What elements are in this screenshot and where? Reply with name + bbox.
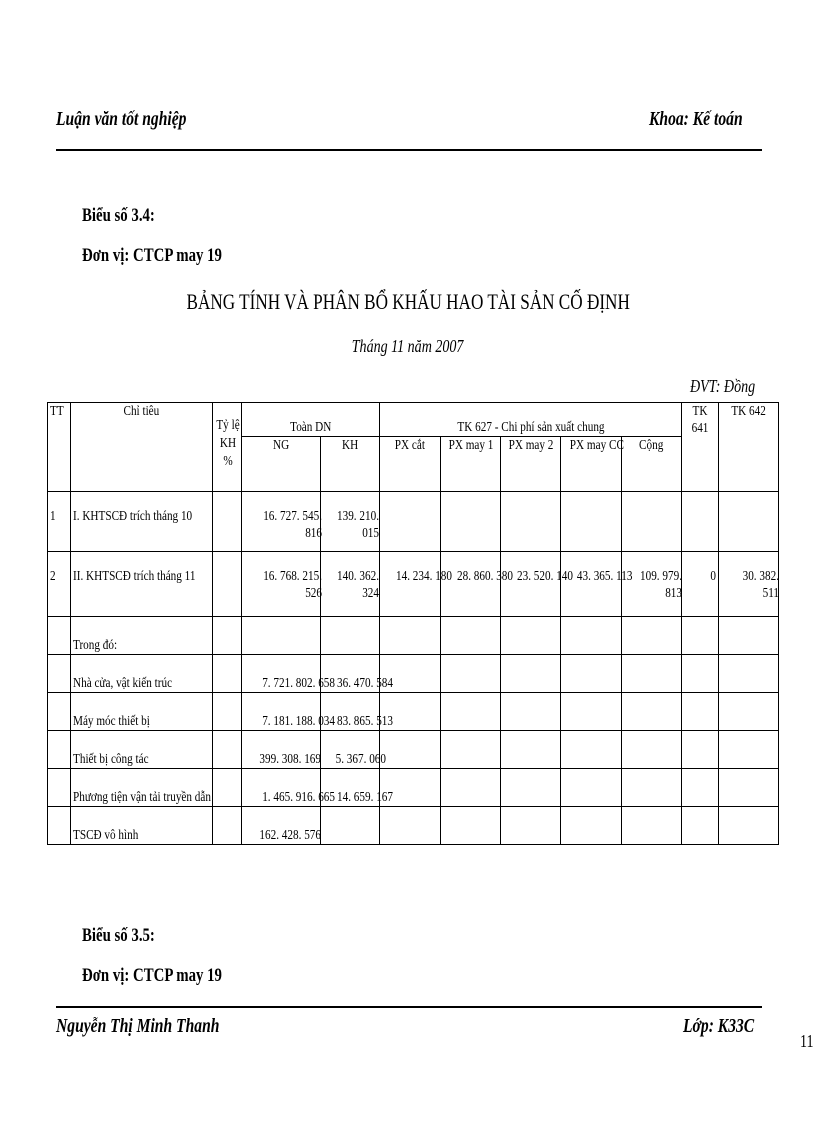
header-px-maycc: PX may CC [561, 437, 622, 492]
footer-left: Nguyễn Thị Minh Thanh [56, 1015, 220, 1037]
header-tt: TT [48, 403, 71, 492]
cell-px-may1 [441, 807, 501, 845]
cell-ng: 16. 727. 545. 816 [242, 492, 321, 552]
table-header-row-1 [48, 403, 779, 437]
cell-ng [242, 617, 321, 655]
cell-tk641 [682, 693, 719, 731]
cell-px-may1 [441, 731, 501, 769]
cell-tk642 [719, 492, 779, 552]
cell-cong [622, 492, 682, 552]
depreciation-table [47, 402, 779, 845]
table-row [48, 731, 779, 769]
cell-chi-tieu: Phương tiện vận tải truyền dẫn [71, 769, 213, 807]
cell-tt: 2 [48, 552, 71, 617]
page-subtitle: Tháng 11 năm 2007 [352, 336, 464, 356]
cell-cong [622, 731, 682, 769]
cell-px-maycc [561, 617, 622, 655]
cell-tk641 [682, 617, 719, 655]
cell-kh: 140. 362. 324 [321, 552, 380, 617]
cell-tk641 [682, 655, 719, 693]
header-tk627: TK 627 - Chi phí sản xuất chung [380, 403, 682, 437]
cell-chi-tieu: TSCĐ vô hình [71, 807, 213, 845]
cell-px-maycc [561, 731, 622, 769]
header-px-cat: PX cắt [380, 437, 441, 492]
cell-px-maycc [561, 807, 622, 845]
cell-px-maycc [561, 769, 622, 807]
cell-tk642: 30. 382. 511 [719, 552, 779, 617]
cell-tt [48, 731, 71, 769]
page-title: BẢNG TÍNH VÀ PHÂN BỔ KHẤU HAO TÀI SẢN CỐ ĐỊNH [186, 289, 630, 314]
cell-tk642 [719, 769, 779, 807]
header-kh: KH [321, 437, 380, 492]
footer-rule [56, 1006, 762, 1008]
cell-px-may1 [441, 693, 501, 731]
header-px-may1: PX may 1 [441, 437, 501, 492]
cell-px-may1 [441, 492, 501, 552]
cell-tk642 [719, 731, 779, 769]
section1-unit: Đơn vị: CTCP may 19 [82, 245, 222, 266]
cell-kh: 36. 470. 584 [321, 655, 380, 693]
cell-tk641 [682, 807, 719, 845]
cell-px-cat [380, 807, 441, 845]
cell-kh: 83. 865. 513 [321, 693, 380, 731]
cell-px-may1 [441, 655, 501, 693]
table-row [48, 769, 779, 807]
cell-cong [622, 655, 682, 693]
cell-ty-le [213, 617, 242, 655]
cell-tt [48, 655, 71, 693]
cell-px-may2: 23. 520. 140 [501, 552, 561, 617]
cell-ng: 7. 721. 802. 658 [242, 655, 321, 693]
header-cong: Cộng [622, 437, 682, 492]
cell-tt [48, 693, 71, 731]
table-row [48, 655, 779, 693]
header-ng: NG [242, 437, 321, 492]
cell-tk641 [682, 731, 719, 769]
cell-ng: 162. 428. 576 [242, 807, 321, 845]
header-rule [56, 149, 762, 151]
cell-cong [622, 617, 682, 655]
header-chi-tieu: Chỉ tiêu [71, 403, 213, 492]
cell-tk641 [682, 769, 719, 807]
cell-ng: 1. 465. 916. 665 [242, 769, 321, 807]
cell-px-maycc [561, 655, 622, 693]
cell-px-may2 [501, 769, 561, 807]
cell-tk641: 0 [682, 552, 719, 617]
cell-px-may2 [501, 492, 561, 552]
cell-px-may1: 28. 860. 380 [441, 552, 501, 617]
cell-kh: 5. 367. 060 [321, 731, 380, 769]
cell-tt [48, 617, 71, 655]
cell-ty-le [213, 731, 242, 769]
page-number: 11 [800, 1031, 814, 1051]
cell-cong [622, 807, 682, 845]
cell-chi-tieu: Thiết bị công tác [71, 731, 213, 769]
cell-tk641 [682, 492, 719, 552]
cell-px-cat: 14. 234. 180 [380, 552, 441, 617]
cell-ng: 399. 308. 169 [242, 731, 321, 769]
cell-px-may2 [501, 655, 561, 693]
cell-px-cat [380, 731, 441, 769]
cell-tk642 [719, 655, 779, 693]
cell-kh [321, 617, 380, 655]
cell-chi-tieu: Nhà cửa, vật kiến trúc [71, 655, 213, 693]
cell-ty-le [213, 769, 242, 807]
table-row [48, 693, 779, 731]
cell-px-cat [380, 492, 441, 552]
cell-ty-le [213, 807, 242, 845]
cell-chi-tieu: I. KHTSCĐ trích tháng 10 [71, 492, 213, 552]
header-ty-le: Tỷ lệ KH % [213, 403, 242, 492]
cell-tk642 [719, 617, 779, 655]
header-tk641: TK 641 [682, 403, 719, 492]
header-right: Khoa: Kế toán [649, 108, 743, 130]
cell-px-maycc: 43. 365. 113 [561, 552, 622, 617]
cell-chi-tieu: II. KHTSCĐ trích tháng 11 [71, 552, 213, 617]
cell-ty-le [213, 693, 242, 731]
cell-cong [622, 769, 682, 807]
cell-ty-le [213, 655, 242, 693]
table-row [48, 552, 779, 617]
cell-px-may2 [501, 807, 561, 845]
cell-cong: 109. 979. 813 [622, 552, 682, 617]
cell-px-may2 [501, 617, 561, 655]
table-row [48, 807, 779, 845]
cell-tt: 1 [48, 492, 71, 552]
currency-unit: ĐVT: Đồng [690, 376, 756, 396]
cell-tt [48, 769, 71, 807]
section1-label: Biểu số 3.4: [82, 205, 155, 226]
cell-chi-tieu: Trong đó: [71, 617, 213, 655]
cell-px-maycc [561, 693, 622, 731]
table-row [48, 492, 779, 552]
header-px-may2: PX may 2 [501, 437, 561, 492]
header-tk642: TK 642 [719, 403, 779, 492]
cell-chi-tieu: Máy móc thiết bị [71, 693, 213, 731]
footer-right: Lớp: K33C [683, 1015, 755, 1037]
cell-px-cat [380, 617, 441, 655]
cell-cong [622, 693, 682, 731]
cell-px-may2 [501, 731, 561, 769]
cell-ng: 16. 768. 215. 526 [242, 552, 321, 617]
cell-px-may1 [441, 769, 501, 807]
header-toan-dn: Toàn DN [242, 403, 380, 437]
cell-px-may1 [441, 617, 501, 655]
header-left: Luận văn tốt nghiệp [56, 108, 187, 130]
cell-ty-le [213, 552, 242, 617]
cell-kh: 14. 659. 167 [321, 769, 380, 807]
section2-label: Biểu số 3.5: [82, 925, 155, 946]
cell-kh [321, 807, 380, 845]
table-row [48, 617, 779, 655]
cell-tk642 [719, 693, 779, 731]
cell-px-may2 [501, 693, 561, 731]
section2-unit: Đơn vị: CTCP may 19 [82, 965, 222, 986]
cell-ty-le [213, 492, 242, 552]
cell-ng: 7. 181. 188. 034 [242, 693, 321, 731]
cell-px-maycc [561, 492, 622, 552]
cell-tk642 [719, 807, 779, 845]
cell-tt [48, 807, 71, 845]
cell-kh: 139. 210. 015 [321, 492, 380, 552]
